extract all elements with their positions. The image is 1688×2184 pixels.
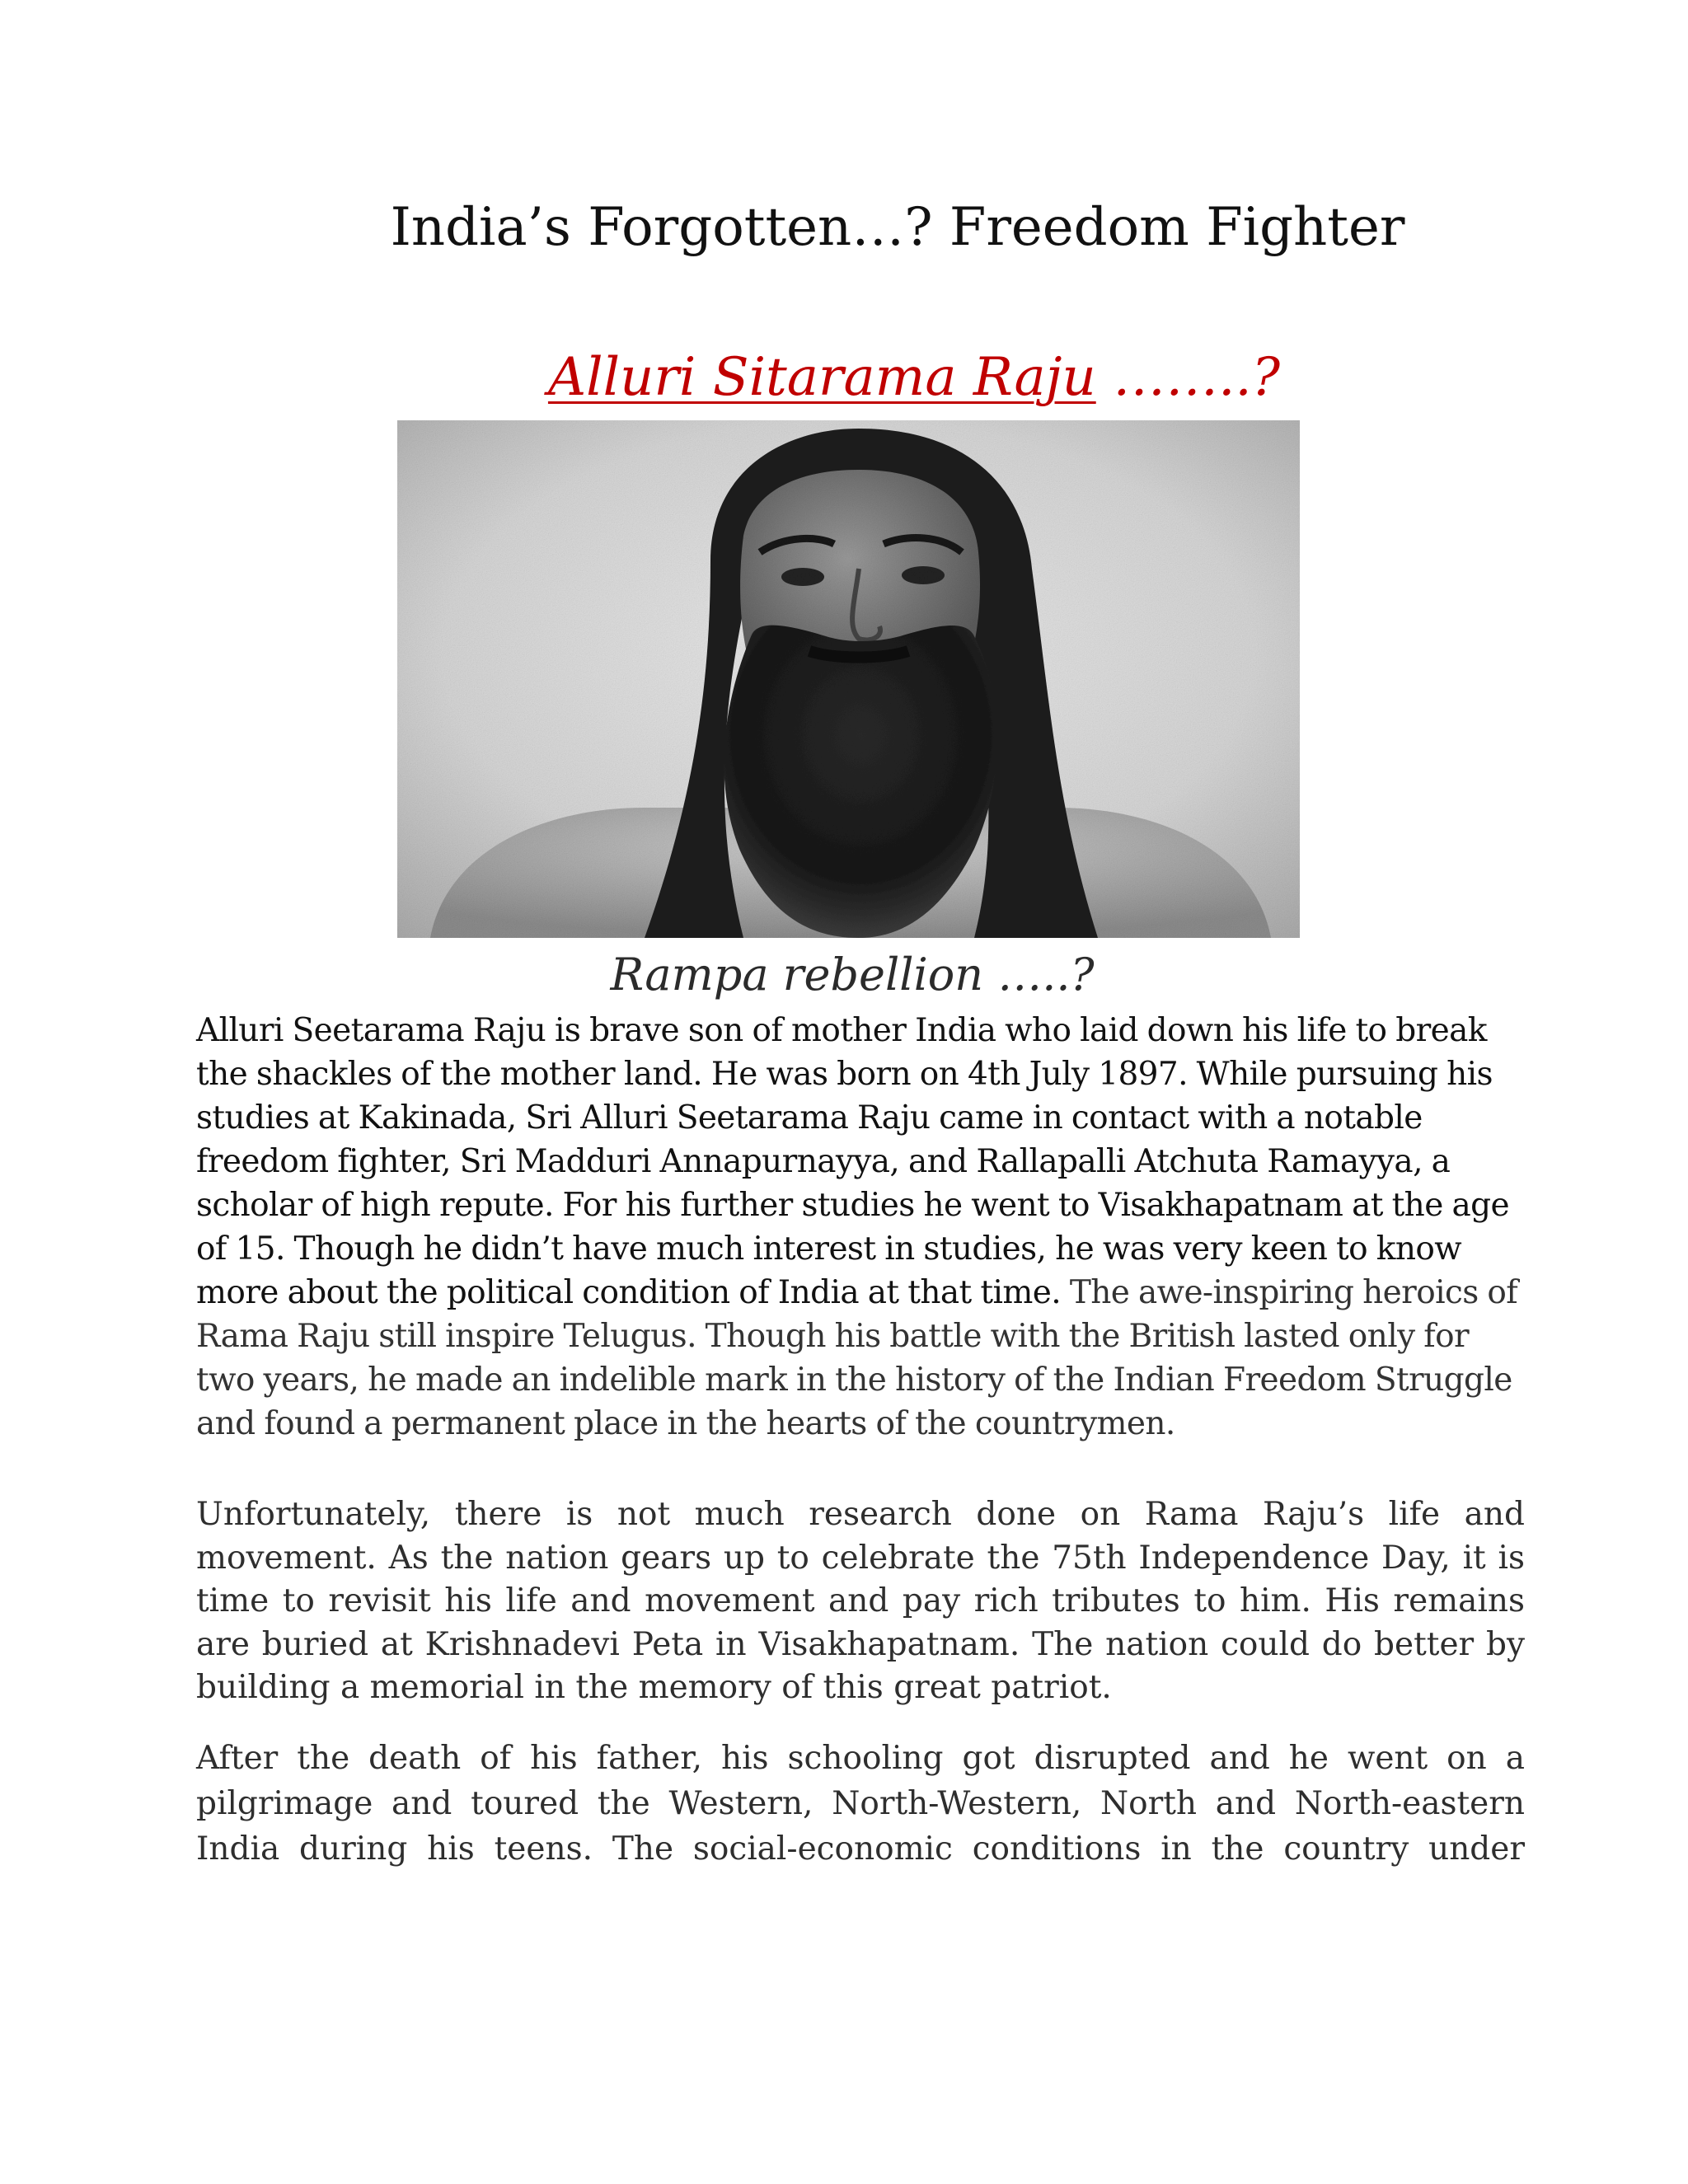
section-heading: Rampa rebellion …..? <box>610 949 1095 1001</box>
paragraph-1-main: Alluri Seetarama Raju is brave son of mother India who laid down his life to break the shackles of the mother land. He was born on 4th July 1897. While pursuing his studies at Kakinada, Sri Alluri Seetarama Raju came in contact with a notable freedom fighter, Sri Madduri Annapurnayya, and Rallapalli Atchuta Ramayya, a scholar of high repute. For his further studies he went to Visakhapatnam at the age of 15. Though he didn’t have much interest in studies, he was very keen to know more about the political condition of India at that time. <box>196 1012 1509 1311</box>
paragraph-3: After the death of his father, his schooling got disrupted and he went on a pilgrimage and toured the Western, North-Western, North and North-eastern India during his teens. The social-economic conditions in the country under <box>196 1740 1525 1868</box>
paragraph-1 <box>196 1009 1525 1446</box>
subtitle-name: Alluri Sitarama Raju <box>547 347 1096 408</box>
paragraph-2: Unfortunately, there is not much research done on Rama Raju’s life and movement. As the nation gears up to celebrate the 75th Independence Day, it is time to revisit his life and movement and pay rich tributes to him. His remains are buried at Krishnadevi Peta in Visakhapatnam. The nation could do better by building a memorial in the memory of this great patriot. <box>196 1496 1525 1706</box>
portrait-drawing <box>397 420 1300 938</box>
subtitle-suffix: ……..? <box>1095 347 1281 408</box>
document-title: India’s Forgotten…? Freedom Fighter <box>390 197 1405 258</box>
portrait-image <box>397 420 1300 938</box>
document-subtitle <box>0 344 1688 410</box>
paragraph-1-tail: The awe-inspiring heroics of Rama Raju still inspire Telugus. Though his battle with the British lasted only for two years, he made an indelible mark in the history of the Indian Freedom Struggle and found a permanent place in the hearts of the countrymen. <box>196 1274 1518 1442</box>
